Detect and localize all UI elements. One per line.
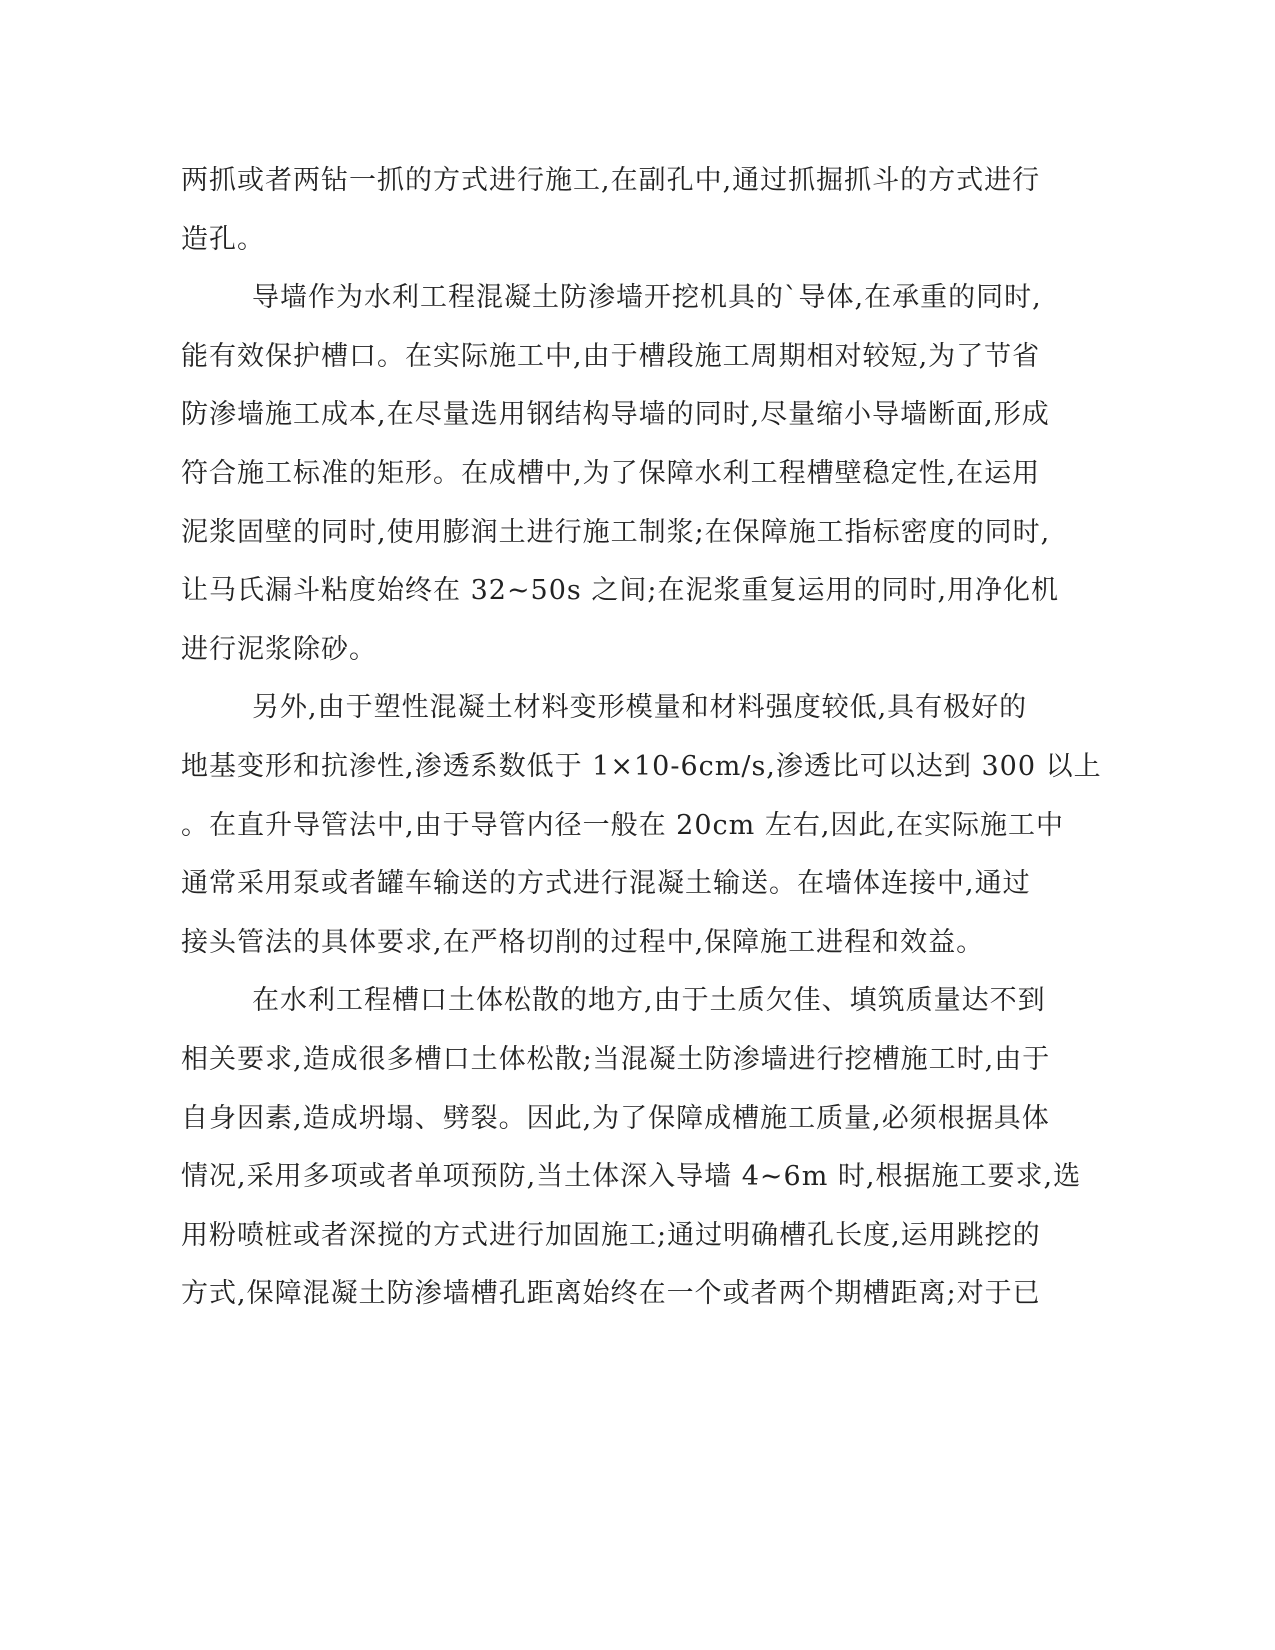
text-line: 相关要求,造成很多槽口土体松散;当混凝土防渗墙进行挖槽施工时,由于 (181, 1043, 1051, 1075)
paragraph (181, 161, 1061, 278)
text-line: 自身因素,造成坍塌、劈裂。因此,为了保障成槽施工质量,必须根据具体 (181, 1102, 1050, 1134)
text-line: 。在直升导管法中,由于导管内径一般在 20cm 左右,因此,在实际施工中 (181, 809, 1064, 841)
text-line: 地基变形和抗渗性,渗透系数低于 1×10-6cm/s,渗透比可以达到 300 以上 (181, 750, 1102, 782)
text-line: 接头管法的具体要求,在严格切削的过程中,保障施工进程和效益。 (181, 926, 985, 958)
paragraph (181, 278, 1061, 688)
text-line: 泥浆固壁的同时,使用膨润土进行施工制浆;在保障施工指标密度的同时, (181, 516, 1051, 548)
text-line: 符合施工标准的矩形。在成槽中,为了保障水利工程槽壁稳定性,在运用 (181, 457, 1041, 489)
text-line: 另外,由于塑性混凝土材料变形模量和材料强度较低,具有极好的 (252, 692, 1028, 724)
text-line: 两抓或者两钻一抓的方式进行施工,在副孔中,通过抓掘抓斗的方式进行 (181, 165, 1041, 196)
text-line: 能有效保护槽口。在实际施工中,由于槽段施工周期相对较短,为了节省 (181, 340, 1041, 372)
text-line: 导墙作为水利工程混凝土防渗墙开挖机具的`导体,在承重的同时, (252, 282, 1042, 314)
paragraph (181, 688, 1102, 981)
text-line: 在水利工程槽口土体松散的地方,由于土质欠佳、填筑质量达不到 (252, 985, 1046, 1017)
text-line: 让马氏漏斗粘度始终在 32~50s 之间;在泥浆重复运用的同时,用净化机 (181, 575, 1060, 607)
text-line: 进行泥浆除砂。 (181, 633, 377, 665)
text-line: 造孔。 (181, 223, 265, 255)
text-line: 用粉喷桩或者深搅的方式进行加固施工;通过明确槽孔长度,运用跳挖的 (181, 1219, 1041, 1251)
text-line: 方式,保障混凝土防渗墙槽孔距离始终在一个或者两个期槽距离;对于已 (181, 1278, 1041, 1310)
text-line: 通常采用泵或者罐车输送的方式进行混凝土输送。在墙体连接中,通过 (181, 868, 1031, 900)
text-line: 防渗墙施工成本,在尽量选用钢结构导墙的同时,尽量缩小导墙断面,形成 (181, 399, 1050, 431)
paragraph (181, 981, 1082, 1333)
text-line: 情况,采用多项或者单项预防,当土体深入导墙 4~6m 时,根据施工要求,选 (181, 1161, 1082, 1193)
body-text (181, 161, 1102, 1333)
